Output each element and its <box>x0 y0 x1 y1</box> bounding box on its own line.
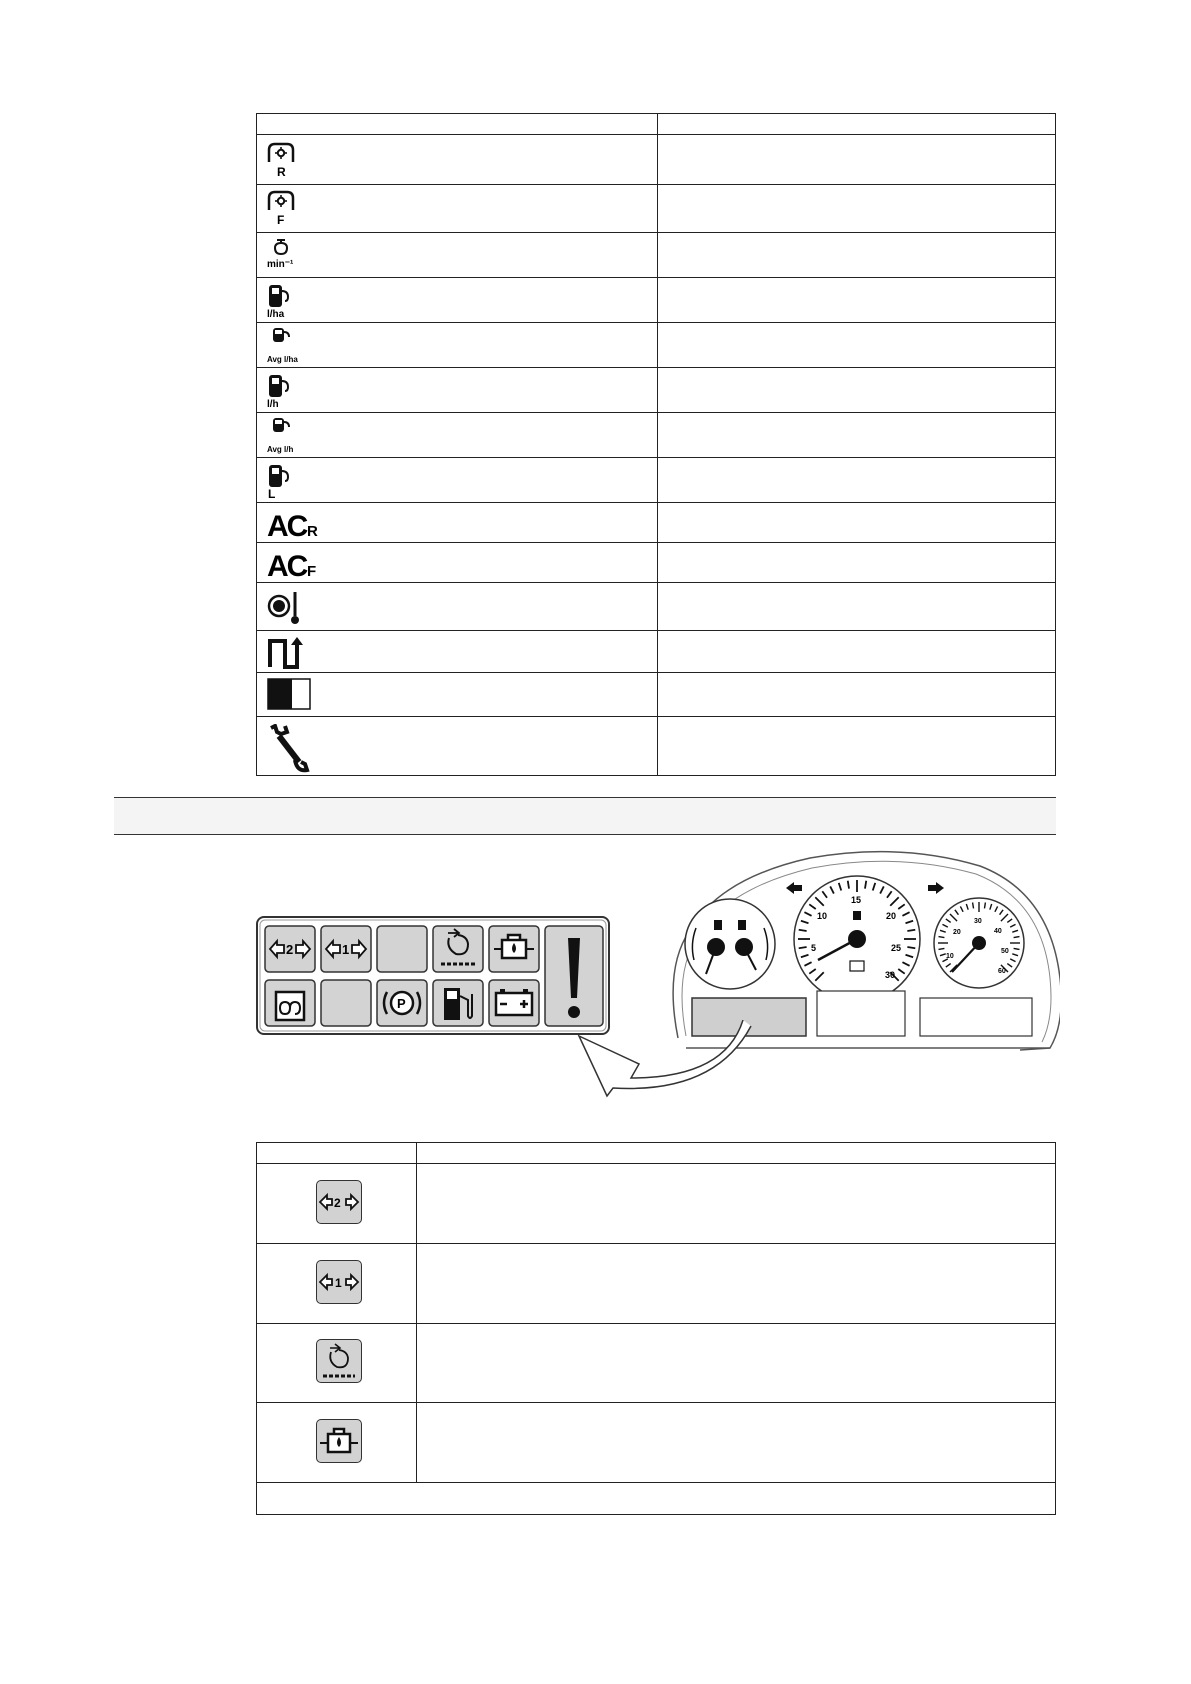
svg-text:Avg l/ha: Avg l/ha <box>267 355 298 364</box>
row-divider <box>257 232 1055 233</box>
svg-text:R: R <box>277 165 286 178</box>
ac-rear-icon <box>267 506 327 540</box>
row-divider <box>257 1243 1055 1244</box>
fuel-per-hour-icon <box>267 371 301 409</box>
row-divider <box>257 184 1055 185</box>
fuel-liters-icon <box>267 461 301 499</box>
air-filter-icon <box>433 926 483 972</box>
speedometer <box>794 876 920 1002</box>
column-divider <box>657 114 658 775</box>
gauge-tick <box>907 947 915 948</box>
wrench-icon <box>267 724 311 774</box>
gauge-tick <box>984 903 985 909</box>
tacho-tick-60: 60 <box>998 968 1006 975</box>
row-divider <box>257 322 1055 323</box>
battery-icon <box>489 980 539 1026</box>
row-divider <box>257 582 1055 583</box>
right-display-window <box>920 998 1032 1036</box>
speedo-tick-30: 30 <box>885 970 896 980</box>
avg-fuel-per-hectare-icon <box>267 326 301 364</box>
oil-pressure-icon <box>316 1419 362 1463</box>
tacho-tick-20: 20 <box>953 929 961 936</box>
row-divider <box>257 542 1055 543</box>
contrast-icon <box>267 676 313 712</box>
r-gear-icon <box>267 142 297 178</box>
speedo-tick-10: 10 <box>817 911 828 921</box>
tacho-tick-50: 50 <box>1001 948 1009 955</box>
svg-text:1: 1 <box>342 942 350 957</box>
svg-text:AC: AC <box>267 550 307 580</box>
warning-lamp-panel <box>256 916 610 1035</box>
gauge-tick <box>939 937 945 938</box>
f-gear-icon <box>267 190 297 226</box>
tachometer <box>934 898 1024 988</box>
trailer-1-icon <box>321 926 371 972</box>
engine-preheat-icon <box>265 980 315 1026</box>
trailer-2-icon <box>316 1180 362 1224</box>
speedo-tick-15: 15 <box>851 895 862 905</box>
tacho-tick-10: 10 <box>946 953 954 960</box>
svg-text:F: F <box>307 563 317 580</box>
row-divider <box>257 1323 1055 1324</box>
air-filter-icon <box>316 1339 362 1383</box>
svg-text:P: P <box>397 996 406 1011</box>
row-divider <box>257 630 1055 631</box>
engine-speed-icon <box>267 236 301 272</box>
ac-front-icon <box>267 546 327 580</box>
svg-text:AC: AC <box>267 510 307 540</box>
svg-text:2: 2 <box>334 1196 341 1210</box>
gauge-tick <box>907 930 915 931</box>
row-divider <box>257 716 1055 717</box>
row-divider <box>257 1402 1055 1403</box>
trailer-1-icon <box>316 1260 362 1304</box>
row-divider <box>257 367 1055 368</box>
blank-lamp <box>321 980 371 1026</box>
svg-text:L: L <box>268 487 276 499</box>
fuel-pump-icon <box>433 980 483 1026</box>
gauge-tick <box>1014 948 1020 949</box>
avg-fuel-per-hour-icon <box>267 416 301 454</box>
oil-temperature-icon <box>267 588 307 626</box>
gauge-tick <box>973 903 974 909</box>
svg-text:l/ha: l/ha <box>267 309 285 319</box>
row-divider <box>257 412 1055 413</box>
gauge-tick <box>865 881 866 889</box>
column-divider <box>416 1143 417 1482</box>
tacho-tick-40: 40 <box>994 928 1002 935</box>
row-divider <box>257 1482 1055 1483</box>
svg-text:1: 1 <box>335 1276 342 1290</box>
section-heading-band <box>114 797 1056 835</box>
pulse-signal-icon <box>267 635 311 671</box>
svg-text:R: R <box>307 523 318 540</box>
tacho-tick-30: 30 <box>974 918 982 925</box>
blank-lamp <box>377 926 427 972</box>
row-divider <box>257 457 1055 458</box>
speedo-tick-20: 20 <box>886 911 897 921</box>
gauge-tick <box>1014 937 1020 938</box>
reference-table <box>256 113 1056 776</box>
svg-text:Avg l/h: Avg l/h <box>267 445 294 454</box>
gauge-tick <box>939 948 945 949</box>
header-divider <box>257 134 1055 135</box>
svg-text:min⁻¹: min⁻¹ <box>267 259 294 270</box>
detail-table <box>256 1142 1056 1515</box>
center-display-window <box>817 991 905 1036</box>
header-divider <box>257 1163 1055 1164</box>
fuel-temperature-gauge <box>685 899 775 989</box>
svg-text:2: 2 <box>286 942 294 957</box>
row-divider <box>257 502 1055 503</box>
svg-text:F: F <box>277 213 285 226</box>
gauge-tick <box>799 930 807 931</box>
callout-arrow <box>575 1020 755 1116</box>
speedo-tick-5: 5 <box>811 943 817 953</box>
left-turn-indicator-icon <box>786 882 802 894</box>
oil-pressure-icon <box>489 926 539 972</box>
fuel-per-hectare-icon <box>267 281 301 319</box>
row-divider <box>257 277 1055 278</box>
gauge-tick <box>848 881 849 889</box>
speedo-tick-25: 25 <box>891 943 902 953</box>
right-turn-indicator-icon <box>928 882 944 894</box>
row-divider <box>257 672 1055 673</box>
trailer-2-icon <box>265 926 315 972</box>
gauge-tick <box>799 947 807 948</box>
parking-brake-icon <box>377 980 427 1026</box>
svg-text:l/h: l/h <box>267 399 279 409</box>
